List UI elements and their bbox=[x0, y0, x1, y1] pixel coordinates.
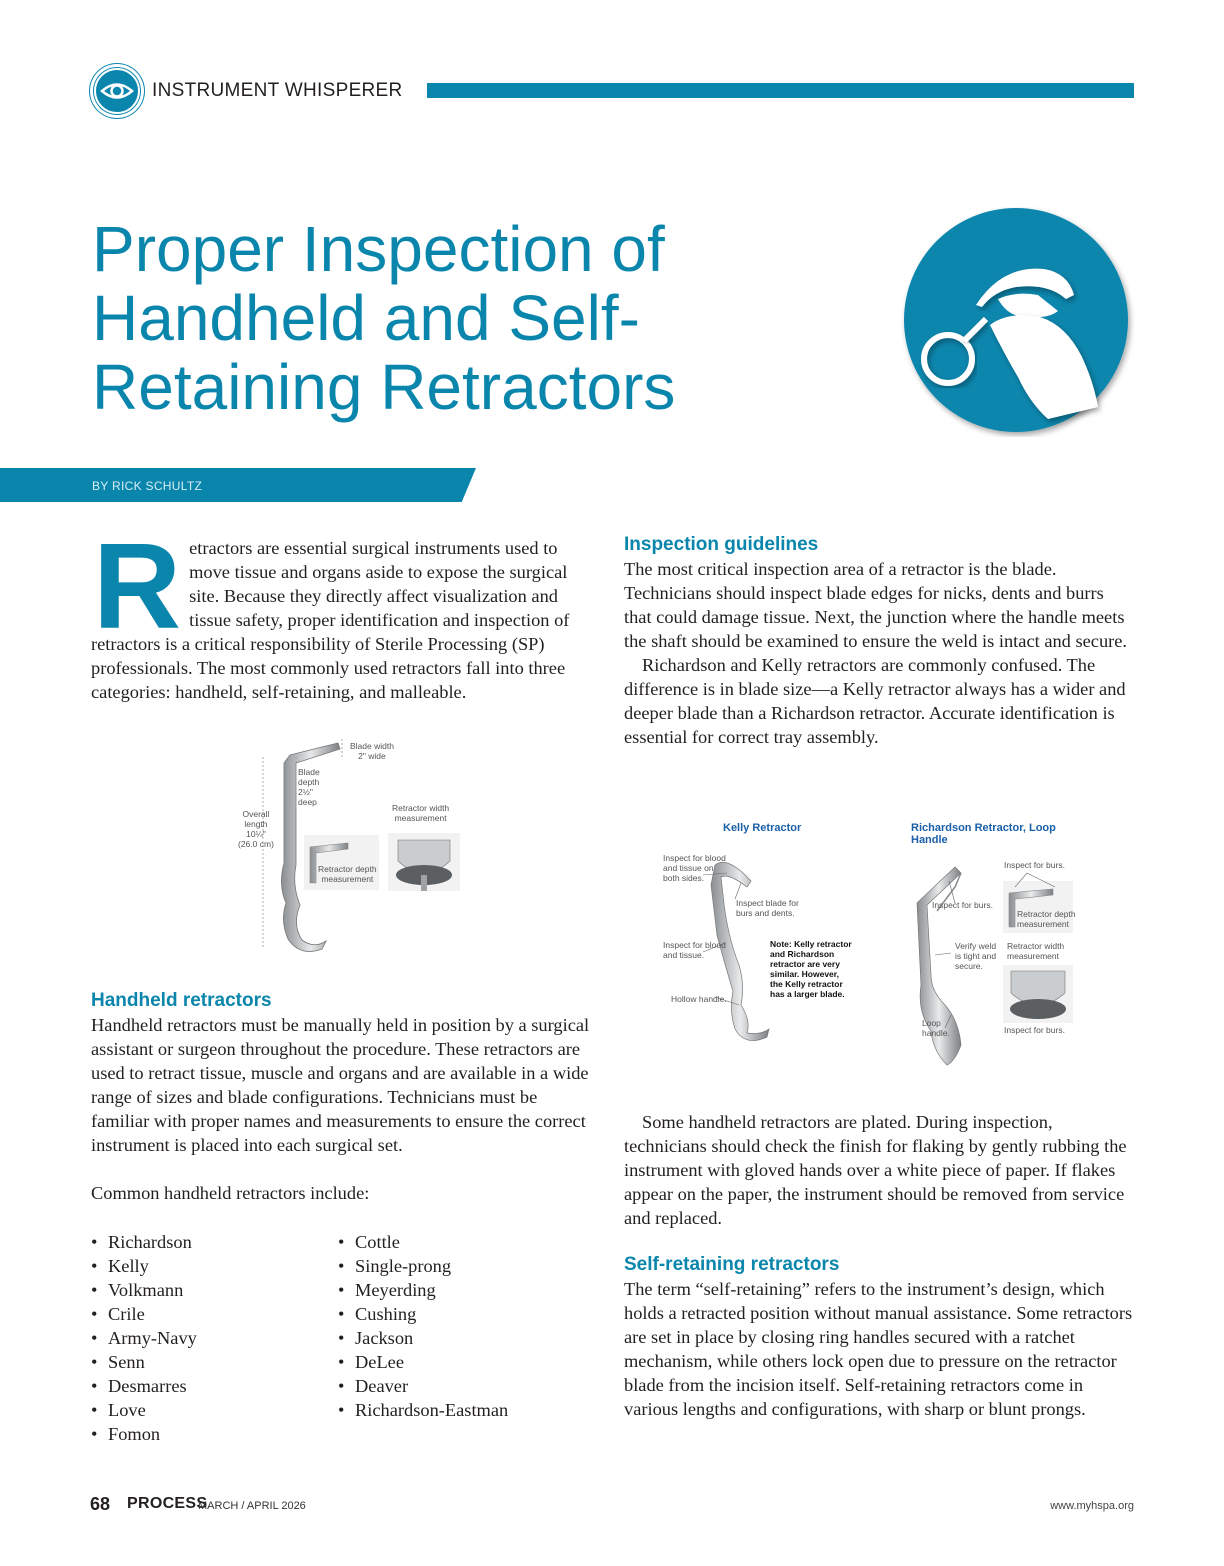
kelly-richardson-note: Note: Kelly retractor and Richardson retractor are very similar. However, the Kelly retractor has a larger blade. bbox=[770, 939, 852, 999]
list-item: • Army-Navy bbox=[91, 1326, 197, 1350]
richardson-width-label: Retractor width measurement bbox=[1007, 941, 1065, 961]
kelly-title: Kelly Retractor bbox=[723, 822, 802, 834]
list-item: • Meyerding bbox=[338, 1278, 508, 1302]
list-right bbox=[338, 1230, 508, 1422]
kelly-blood-both-label: Inspect for blood and tissue on both sides. bbox=[663, 853, 726, 883]
list-item: • Volkmann bbox=[91, 1278, 197, 1302]
guidelines-p1: The most critical inspection area of a retractor is the blade. Technicians should inspect blade edges for nicks, dents and burrs that could damage tissue. Next, the junction where the handle meets the shaft should be examined to ensure the weld is intact and secure. bbox=[624, 559, 1128, 651]
list-item: • Crile bbox=[91, 1302, 197, 1326]
intro-paragraph bbox=[91, 518, 596, 704]
width-measurement-label: Retractor width measurement bbox=[392, 803, 450, 823]
handheld-heading: Handheld retractors bbox=[91, 990, 272, 1011]
list-item: • Kelly bbox=[91, 1254, 197, 1278]
publication-name: PROCESS bbox=[127, 1495, 208, 1512]
issue-date: MARCH / APRIL 2026 bbox=[198, 1500, 306, 1512]
guidelines-section bbox=[624, 533, 1134, 749]
blade-depth-label: Blade depth 2½" deep bbox=[298, 767, 320, 807]
plated-section bbox=[624, 1110, 1134, 1230]
richardson-depth-label: Retractor depth measurement bbox=[1017, 909, 1076, 929]
intro-text: etractors are essential surgical instruments used to move tissue and organs aside to expose the surgical site. Because they directly affect visualization and tissue safety, proper identification and inspection of retractors is a critical responsibility of Sterile Processing (SP) professionals. The most commonly used retractors fall into three categories: handheld, self-retaining, and malleable. bbox=[91, 538, 570, 702]
kelly-hollow-label: Hollow handle. bbox=[671, 994, 727, 1004]
blade-width-label: Blade width 2" wide bbox=[350, 741, 394, 761]
eye-icon bbox=[90, 64, 144, 118]
list-item: • Richardson bbox=[91, 1230, 197, 1254]
byline-band bbox=[0, 468, 476, 502]
section-label: INSTRUMENT WHISPERER bbox=[152, 80, 403, 101]
self-retaining-section bbox=[624, 1253, 1134, 1421]
list-item: • Cushing bbox=[338, 1302, 508, 1326]
header-rule bbox=[427, 83, 1134, 98]
richardson-title: Richardson Retractor, Loop Handle bbox=[911, 822, 1056, 846]
handheld-section bbox=[91, 989, 596, 1205]
guidelines-heading: Inspection guidelines bbox=[624, 534, 819, 555]
handheld-text: Handheld retractors must be manually held in position by a surgical assistant or surgeon throughout the procedure. These retractors are used to retract tissue, muscle and organs and are available in a wide range of sizes and blade configurations. Technicians must be familiar with proper names and measurements to ensure the correct instrument is placed into each surgical set. bbox=[91, 1015, 590, 1155]
kelly-blood-label: Inspect for blood and tissue. bbox=[663, 940, 726, 960]
list-item: • Fomon bbox=[91, 1422, 197, 1446]
self-retaining-text: The term “self-retaining” refers to the instrument’s design, which holds a retracted position without manual assistance. Some retractors are set in place by closing ring handles secured with a ratchet mechanism, while others lock open due to pressure on the retractor blade from the incision itself. Self-retaining retractors come in various lengths and configurations, with sharp or blunt prongs. bbox=[624, 1279, 1133, 1419]
detective-magnifier-icon bbox=[898, 207, 1138, 437]
kelly-blade-label: Inspect blade for burs and dents. bbox=[736, 898, 799, 918]
list-intro: Common handheld retractors include: bbox=[91, 1183, 370, 1203]
richardson-weld-label: Verify weld is tight and secure. bbox=[955, 941, 997, 971]
list-item: • Single-prong bbox=[338, 1254, 508, 1278]
depth-measurement-label: Retractor depth measurement bbox=[318, 864, 377, 884]
list-item: • DeLee bbox=[338, 1350, 508, 1374]
guidelines-p2: Richardson and Kelly retractors are commonly confused. The difference is in blade size—a Kelly retractor always has a wider and deeper blade than a Richardson retractor. Accurate identification is essential for correct tray assembly. bbox=[624, 655, 1126, 747]
article-title: Proper Inspection of Handheld and Self-Retaining Retractors bbox=[92, 213, 676, 423]
kelly-richardson-figure bbox=[655, 815, 1095, 1085]
list-left bbox=[91, 1230, 197, 1446]
plated-text: Some handheld retractors are plated. During inspection, technicians should check the finish for flaking by gently rubbing the instrument with gloved hands over a white piece of paper. If flakes appear on the paper, the instrument should be removed from service and replaced. bbox=[624, 1112, 1127, 1228]
website-url: www.myhspa.org bbox=[1050, 1500, 1134, 1512]
list-item: • Desmarres bbox=[91, 1374, 197, 1398]
overall-length-label: Overall length 10¼" (26.0 cm) bbox=[238, 809, 274, 849]
richardson-loop-label: Loop handle. bbox=[922, 1018, 950, 1038]
list-item: • Deaver bbox=[338, 1374, 508, 1398]
dropcap: R bbox=[93, 518, 182, 654]
self-retaining-heading: Self-retaining retractors bbox=[624, 1254, 840, 1275]
richardson-burs-top-label: Inspect for burs. bbox=[1004, 860, 1065, 870]
retractor-measurement-figure bbox=[230, 735, 470, 955]
list-item: • Jackson bbox=[338, 1326, 508, 1350]
list-item: • Love bbox=[91, 1398, 197, 1422]
richardson-burs-bottom-label: Inspect for burs. bbox=[1004, 1025, 1065, 1035]
byline: BY RICK SCHULTZ bbox=[92, 479, 203, 493]
list-item: • Richardson-Eastman bbox=[338, 1398, 508, 1422]
richardson-burs-left-label: Inspect for burs. bbox=[932, 900, 993, 910]
list-item: • Cottle bbox=[338, 1230, 508, 1254]
list-item: • Senn bbox=[91, 1350, 197, 1374]
page-number: 68 bbox=[90, 1494, 111, 1514]
